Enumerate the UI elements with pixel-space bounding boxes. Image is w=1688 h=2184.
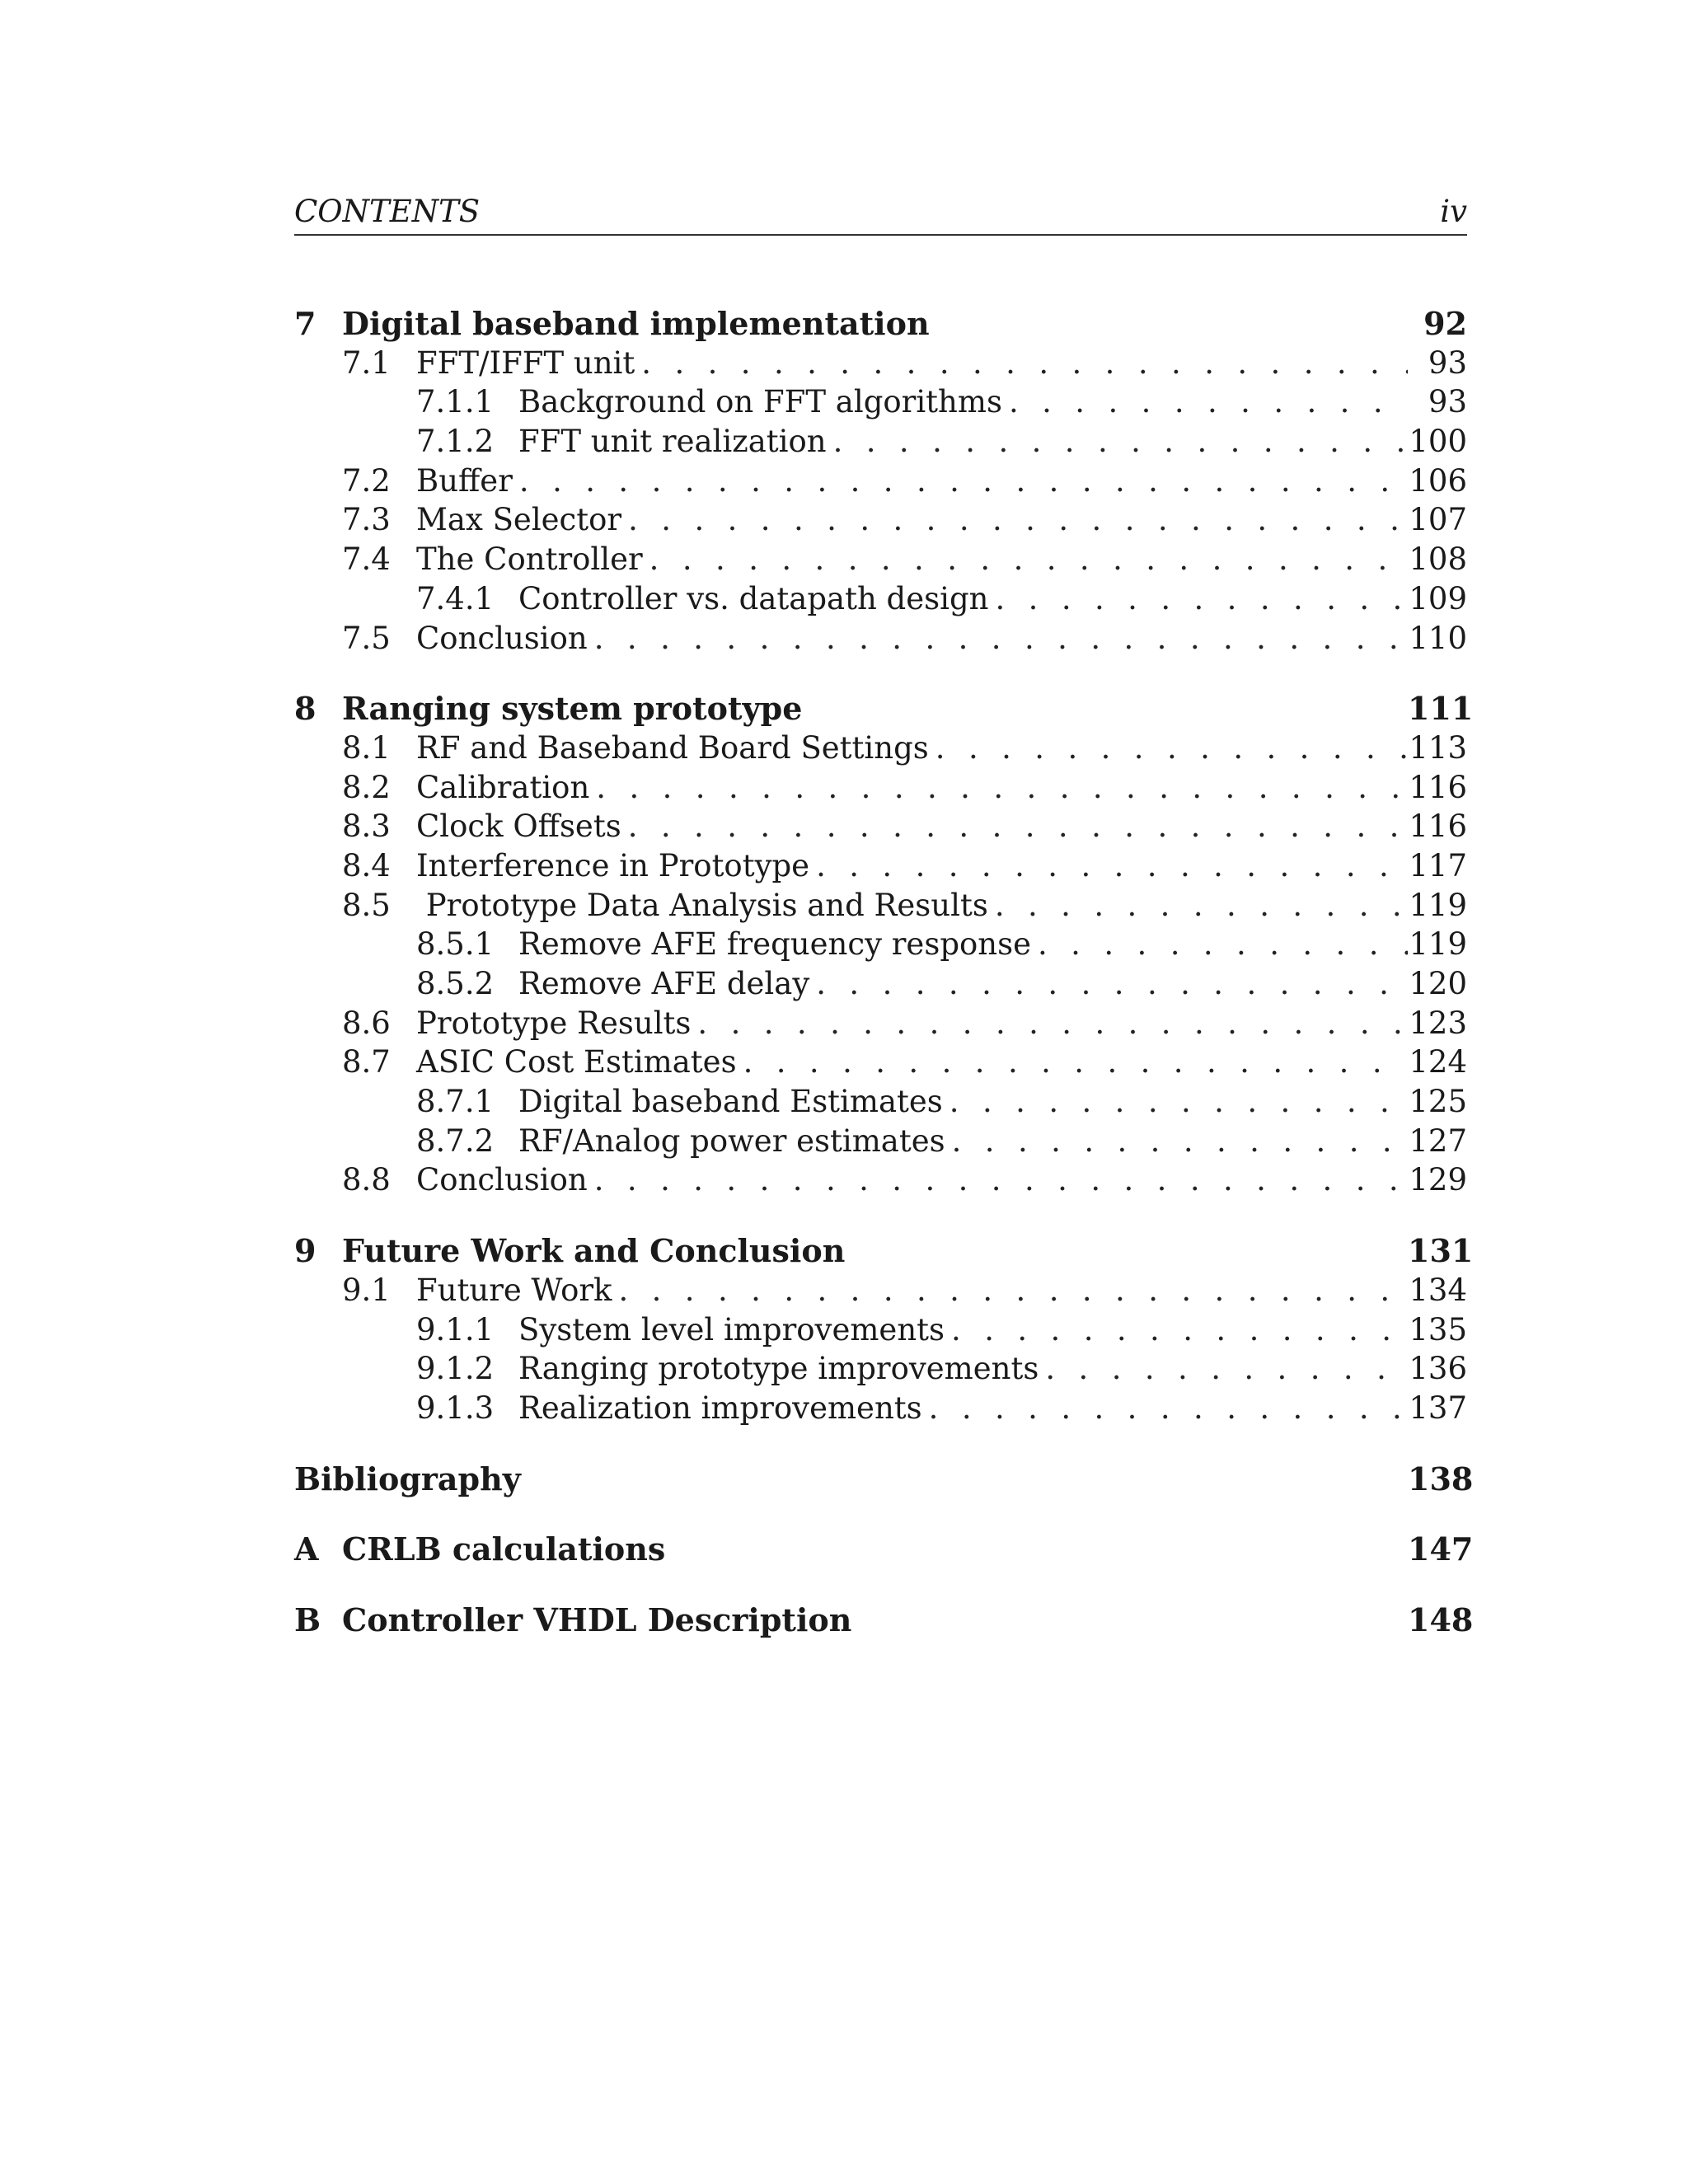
entry-title: ASIC Cost Estimates xyxy=(416,1044,737,1080)
toc-section-entry[interactable] xyxy=(294,886,1467,926)
toc-section-entry[interactable] xyxy=(294,807,1467,846)
entry-title: The Controller xyxy=(416,541,643,578)
toc-section-entry[interactable] xyxy=(294,1043,1467,1082)
dot-leader xyxy=(594,619,1408,658)
toc-chapter-block xyxy=(294,1530,1474,1569)
entry-page-number: 117 xyxy=(1409,847,1467,883)
entry-number: 8.3 xyxy=(342,808,391,845)
entry-title: Calibration xyxy=(416,769,590,805)
chapter-page-number: 147 xyxy=(1408,1530,1474,1568)
entry-title: Future Work xyxy=(416,1272,612,1308)
header-title: CONTENTS xyxy=(294,194,481,229)
toc-chapter-block xyxy=(294,1460,1474,1499)
entry-page-number: 125 xyxy=(1409,1084,1467,1120)
toc-subsection-entry[interactable] xyxy=(294,1349,1467,1389)
toc-chapter-entry[interactable] xyxy=(294,1460,1474,1499)
toc-section-entry[interactable] xyxy=(294,540,1467,579)
toc-subsection-entry[interactable] xyxy=(294,1310,1467,1350)
entry-page-number: 108 xyxy=(1409,541,1467,578)
entry-title: Prototype Results xyxy=(416,1005,692,1041)
toc-chapter-entry[interactable] xyxy=(294,1231,1474,1271)
chapter-page-number: 111 xyxy=(1408,690,1474,728)
entry-title: Realization improvements xyxy=(518,1390,922,1426)
entry-number: 9.1.3 xyxy=(416,1390,495,1426)
entry-number: 7.3 xyxy=(342,502,391,538)
toc-chapter-block xyxy=(294,1231,1474,1427)
entry-page-number: 106 xyxy=(1409,462,1467,499)
dot-leader xyxy=(596,768,1408,808)
toc-section-entry[interactable] xyxy=(294,500,1467,540)
entry-page-number: 135 xyxy=(1409,1311,1467,1347)
toc-subsection-entry[interactable] xyxy=(294,964,1467,1004)
toc-chapter-block xyxy=(294,1601,1474,1640)
chapter-page-number: 148 xyxy=(1408,1601,1474,1638)
entry-page-number: 127 xyxy=(1409,1122,1467,1159)
entry-page-number: 109 xyxy=(1409,580,1467,616)
entry-title: Digital baseband Estimates xyxy=(518,1084,943,1120)
chapter-page-number: 131 xyxy=(1408,1232,1474,1270)
chapter-number: 9 xyxy=(294,1232,316,1270)
dot-leader xyxy=(952,1122,1408,1161)
entry-number: 8.7.2 xyxy=(416,1122,495,1159)
toc-section-entry[interactable] xyxy=(294,1271,1467,1310)
entry-title: FFT unit realization xyxy=(518,424,827,460)
toc-chapter-entry[interactable] xyxy=(294,304,1467,344)
toc-section-entry[interactable] xyxy=(294,1160,1467,1200)
dot-leader xyxy=(628,500,1408,540)
toc-chapter-entry[interactable] xyxy=(294,1601,1474,1640)
toc-subsection-entry[interactable] xyxy=(294,1082,1467,1122)
chapter-number: A xyxy=(294,1530,319,1568)
entry-title: Remove AFE delay xyxy=(518,966,810,1001)
entry-number: 8.5.1 xyxy=(416,926,495,963)
entry-page-number: 100 xyxy=(1409,424,1467,460)
entry-title: Buffer xyxy=(416,462,513,499)
toc-chapter-entry[interactable] xyxy=(294,1530,1474,1569)
entry-page-number: 134 xyxy=(1409,1272,1467,1308)
entry-page-number: 116 xyxy=(1409,808,1467,845)
toc-subsection-entry[interactable] xyxy=(294,422,1467,462)
entry-title: FFT/IFFT unit xyxy=(416,344,635,381)
entry-page-number: 119 xyxy=(1409,926,1467,963)
dot-leader xyxy=(833,422,1408,462)
dot-leader xyxy=(816,846,1408,886)
running-header xyxy=(294,191,1467,236)
entry-number: 7.1.1 xyxy=(416,384,495,420)
entry-number: 8.1 xyxy=(342,729,391,766)
toc-section-entry[interactable] xyxy=(294,846,1467,886)
entry-number: 8.7 xyxy=(342,1044,391,1080)
toc-chapter-block xyxy=(294,304,1467,658)
toc-chapter-block xyxy=(294,689,1474,1200)
entry-number: 7.4.1 xyxy=(416,580,495,616)
toc-subsection-entry[interactable] xyxy=(294,579,1467,619)
chapter-page-number: 138 xyxy=(1408,1460,1474,1497)
entry-number: 8.5.2 xyxy=(416,966,495,1001)
chapter-title: Controller VHDL Description xyxy=(342,1601,852,1638)
entry-number: 9.1 xyxy=(342,1272,391,1308)
toc-section-entry[interactable] xyxy=(294,1004,1467,1043)
chapter-number: B xyxy=(294,1601,321,1638)
dot-leader xyxy=(649,540,1408,579)
chapter-title: Digital baseband implementation xyxy=(342,305,930,342)
entry-number: 7.4 xyxy=(342,541,391,578)
dot-leader xyxy=(950,1082,1408,1122)
entry-number: 8.7.1 xyxy=(416,1084,495,1120)
entry-number: 9.1.1 xyxy=(416,1311,495,1347)
toc-subsection-entry[interactable] xyxy=(294,1389,1467,1428)
entry-title: Max Selector xyxy=(416,502,622,538)
dot-leader xyxy=(816,964,1408,1004)
entry-number: 8.8 xyxy=(342,1162,391,1198)
dot-leader xyxy=(995,579,1408,619)
chapter-title: CRLB calculations xyxy=(342,1530,666,1568)
chapter-title: Future Work and Conclusion xyxy=(342,1232,846,1270)
toc-subsection-entry[interactable] xyxy=(294,1122,1467,1161)
toc-chapter-entry[interactable] xyxy=(294,689,1474,729)
chapter-title: Bibliography xyxy=(294,1460,521,1497)
dot-leader xyxy=(519,462,1408,501)
header-page-number: iv xyxy=(1440,194,1467,229)
entry-title: Background on FFT algorithms xyxy=(518,384,1002,420)
entry-page-number: 93 xyxy=(1428,384,1467,420)
entry-number: 8.6 xyxy=(342,1005,391,1041)
chapter-number: 8 xyxy=(294,690,316,728)
dot-leader xyxy=(697,1004,1408,1043)
entry-page-number: 120 xyxy=(1409,966,1467,1001)
entry-page-number: 136 xyxy=(1409,1351,1467,1387)
entry-number: 8.2 xyxy=(342,769,391,805)
entry-title: Controller vs. datapath design xyxy=(518,580,989,616)
entry-page-number: 107 xyxy=(1409,502,1467,538)
toc-subsection-entry[interactable] xyxy=(294,925,1467,964)
chapter-title: Ranging system prototype xyxy=(342,690,803,728)
toc-section-entry[interactable] xyxy=(294,768,1467,808)
dot-leader xyxy=(1045,1349,1408,1389)
entry-page-number: 137 xyxy=(1409,1390,1467,1426)
chapter-page-number: 92 xyxy=(1423,305,1467,342)
entry-page-number: 116 xyxy=(1409,769,1467,805)
entry-title: Conclusion xyxy=(416,1162,588,1198)
table-of-contents xyxy=(294,304,1474,1671)
dot-leader xyxy=(618,1271,1408,1310)
dot-leader xyxy=(951,1310,1408,1350)
dot-leader xyxy=(641,344,1408,383)
entry-title: Ranging prototype improvements xyxy=(518,1351,1039,1387)
toc-subsection-entry[interactable] xyxy=(294,382,1467,422)
chapter-number: 7 xyxy=(294,305,316,342)
dot-leader xyxy=(929,1389,1408,1428)
entry-page-number: 113 xyxy=(1409,729,1467,766)
toc-section-entry[interactable] xyxy=(294,344,1467,383)
entry-title: Conclusion xyxy=(416,620,588,656)
entry-page-number: 124 xyxy=(1409,1044,1467,1080)
entry-number: 8.5 xyxy=(342,887,391,923)
entry-number: 9.1.2 xyxy=(416,1351,495,1387)
dot-leader xyxy=(995,886,1408,926)
dot-leader xyxy=(1038,925,1408,964)
entry-title: Prototype Data Analysis and Results xyxy=(416,887,988,923)
entry-title: RF and Baseband Board Settings xyxy=(416,729,929,766)
dot-leader xyxy=(743,1043,1408,1082)
entry-number: 7.1.2 xyxy=(416,424,495,460)
toc-section-entry[interactable] xyxy=(294,462,1467,501)
entry-page-number: 129 xyxy=(1409,1162,1467,1198)
entry-page-number: 93 xyxy=(1428,344,1467,381)
entry-page-number: 123 xyxy=(1409,1005,1467,1041)
entry-title: Clock Offsets xyxy=(416,808,621,845)
dot-leader xyxy=(594,1160,1408,1200)
dot-leader xyxy=(935,729,1408,768)
entry-title: System level improvements xyxy=(518,1311,945,1347)
entry-title: Interference in Prototype xyxy=(416,847,810,883)
entry-page-number: 119 xyxy=(1409,887,1467,923)
toc-section-entry[interactable] xyxy=(294,729,1467,768)
dot-leader xyxy=(1009,382,1408,422)
entry-title: Remove AFE frequency response xyxy=(518,926,1031,963)
toc-section-entry[interactable] xyxy=(294,619,1467,658)
entry-number: 8.4 xyxy=(342,847,391,883)
entry-number: 7.2 xyxy=(342,462,391,499)
entry-title: RF/Analog power estimates xyxy=(518,1122,945,1159)
entry-page-number: 110 xyxy=(1409,620,1467,656)
entry-number: 7.1 xyxy=(342,344,391,381)
dot-leader xyxy=(628,807,1408,846)
entry-number: 7.5 xyxy=(342,620,391,656)
